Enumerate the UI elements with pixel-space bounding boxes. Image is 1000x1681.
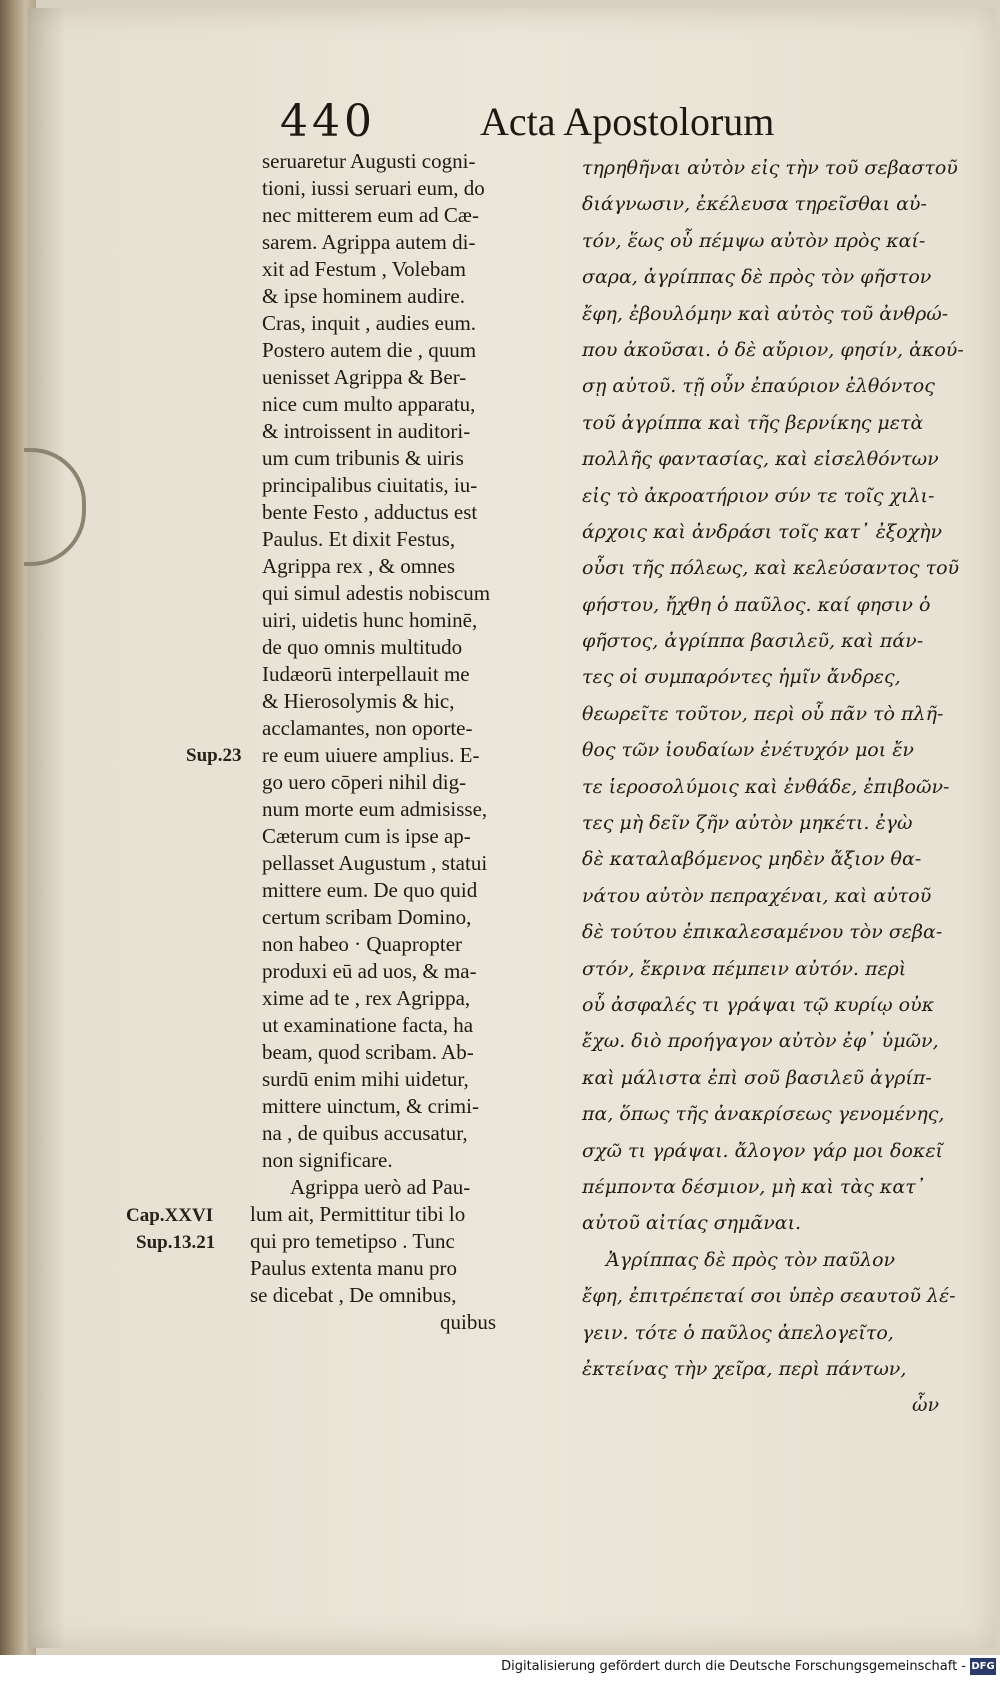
greek-text-line: Ἀγρίππας δὲ πρὸς τὸν παῦλον xyxy=(606,1248,896,1271)
greek-text-line: θος τῶν ἰουδαίων ἐνέτυχόν μοι ἔν xyxy=(582,739,914,762)
latin-text-line: lum ait, Permittitur tibi lo xyxy=(250,1202,466,1226)
latin-text-line: Cæterum cum is ipse ap- xyxy=(262,824,471,848)
greek-text-line: φήστου, ἤχθη ὁ παῦλος. καί φησιν ὁ xyxy=(582,593,931,616)
greek-text-line: φῆστος, ἀγρίππα βασιλεῦ, καὶ πάν- xyxy=(582,630,924,653)
page-number: 440 xyxy=(280,96,376,147)
greek-text-line: πέμποντα δέσμιον, μὴ καὶ τὰς κατ᾽ xyxy=(582,1175,926,1198)
greek-text-line: αὐτοῦ αἰτίας σημᾶναι. xyxy=(582,1212,802,1235)
latin-text-line: certum scribam Domino, xyxy=(262,905,472,929)
greek-text-line: ἔχω. διὸ προήγαγον αὐτὸν ἐφ᾽ ὑμῶν, xyxy=(582,1030,939,1053)
latin-text-line: & ipse hominem audire. xyxy=(262,284,465,308)
greek-text-line: διάγνωσιν, ἐκέλευσα τηρεῖσθαι αὐ- xyxy=(582,193,927,216)
latin-text-line: pellasset Augustum , statui xyxy=(262,851,488,875)
latin-text-line: surdū enim mihi uidetur, xyxy=(262,1067,469,1091)
latin-text-line: na , de quibus accusatur, xyxy=(262,1121,468,1145)
greek-text-line: καὶ μάλιστα ἐπὶ σοῦ βασιλεῦ ἀγρίπ- xyxy=(582,1066,932,1089)
footer-bar xyxy=(0,1655,1000,1681)
greek-text-line: ἐκτείνας τὴν χεῖρα, περὶ πάντων, xyxy=(582,1357,907,1380)
latin-text-line: seruaretur Augusti cogni- xyxy=(262,149,476,173)
latin-text-line: sarem. Agrippa autem di- xyxy=(262,230,476,254)
latin-text-line: ut examinatione facta, ha xyxy=(262,1013,474,1037)
latin-text-line: nec mitterem eum ad Cæ- xyxy=(262,203,479,227)
greek-text-line: τόν, ἕως οὗ πέμψω αὐτὸν πρὸς καί- xyxy=(582,229,926,252)
latin-text-line: re eum uiuere amplius. E- xyxy=(262,743,480,767)
greek-text-line: άρχοις καὶ ἀνδράσι τοῖς κατ᾽ ἐξοχὴν xyxy=(582,520,943,543)
greek-text-line: νάτου αὐτὸν πεπραχέναι, καὶ αὐτοῦ xyxy=(582,884,932,907)
greek-text-line: τες οἱ συμπαρόντες ἡμῖν ἄνδρες, xyxy=(582,666,901,689)
footer-credit: Digitalisierung gefördert durch die Deutsche Forschungsgemeinschaft - xyxy=(501,1659,966,1674)
latin-text-line: Agrippa uerò ad Pau- xyxy=(290,1175,471,1199)
latin-text-line: non habeo · Quapropter xyxy=(262,932,463,956)
latin-text-line: quibus xyxy=(440,1310,497,1334)
latin-text-line: de quo omnis multitudo xyxy=(262,635,463,659)
greek-text-line: ἔφη, ἐβουλόμην καὶ αὐτὸς τοῦ ἀνθρώ- xyxy=(582,302,949,325)
greek-text-line: τηρηθῆναι αὐτὸν εἰς τὴν τοῦ σεβαστοῦ xyxy=(582,157,958,179)
greek-text-line: δὲ καταλαβόμενος μηδὲν ἄξιον θα- xyxy=(582,848,922,871)
margin-note-cap: Cap.XXVI xyxy=(126,1205,214,1226)
latin-text-line: Postero autem die , quum xyxy=(262,338,477,362)
latin-text-line: tioni, iussi seruari eum, do xyxy=(262,176,485,200)
latin-text-line: acclamantes, non oporte- xyxy=(262,716,473,740)
margin-note-sup23: Sup.23 xyxy=(186,745,242,766)
latin-text-line: mittere uinctum, & crimi- xyxy=(262,1094,479,1118)
running-title: Acta Apostolorum xyxy=(480,99,775,144)
latin-text-line: produxi eū ad uos, & ma- xyxy=(262,959,477,983)
latin-text-line: nice cum multo apparatu, xyxy=(262,392,476,416)
greek-text-line: σαρα, ἀγρίππας δὲ πρὸς τὸν φῆστον xyxy=(582,266,932,289)
latin-text-line: qui pro temetipso . Tunc xyxy=(250,1229,455,1253)
latin-column xyxy=(250,148,562,1336)
latin-text-line: um cum tribunis & uiris xyxy=(262,446,464,470)
latin-text-line: & Hierosolymis & hic, xyxy=(262,689,455,713)
latin-text-line: go uero cōperi nihil dig- xyxy=(262,770,467,794)
latin-text-line: bente Festo , adductus est xyxy=(262,500,478,524)
latin-text-line: Cras, inquit , audies eum. xyxy=(262,311,477,335)
greek-text-line: ὧν xyxy=(912,1394,940,1417)
greek-text-line: θεωρεῖτε τοῦτον, περὶ οὗ πᾶν τὸ πλῆ- xyxy=(582,702,944,725)
greek-text-line: πα, ὅπως τῆς ἀνακρίσεως γενομένης, xyxy=(582,1103,945,1126)
latin-text-line: mittere eum. De quo quid xyxy=(262,878,478,902)
greek-text-line: τες μὴ δεῖν ζῆν αὐτὸν μηκέτι. ἐγὼ xyxy=(582,812,913,835)
greek-text-line: στόν, ἔκρινα πέμπειν αὐτόν. περὶ xyxy=(582,957,907,980)
clasp-ring xyxy=(24,448,86,566)
latin-text-line: Paulus. Et dixit Festus, xyxy=(262,527,456,551)
latin-text-line: uiri, uidetis hunc hominē, xyxy=(262,608,478,632)
margin-note-sup1321: Sup.13.21 xyxy=(136,1232,216,1253)
greek-text-line: πολλῆς φαντασίας, καὶ εἰσελθόντων xyxy=(582,448,939,471)
greek-text-line: γειν. τότε ὁ παῦλος ἀπελογεῖτο, xyxy=(582,1321,894,1344)
latin-text-line: se dicebat , De omnibus, xyxy=(250,1283,457,1307)
latin-text-line: qui simul adestis nobiscum xyxy=(262,581,491,605)
latin-text-line: beam, quod scribam. Ab- xyxy=(262,1040,474,1064)
greek-text-line: εἰς τὸ ἀκροατήριον σύν τε τοῖς χιλι- xyxy=(582,484,935,507)
latin-text-line: & introissent in auditori- xyxy=(262,419,471,443)
greek-text-line: δὲ τούτου ἐπικαλεσαμένου τὸν σεβα- xyxy=(582,921,943,944)
greek-text-line: σῃ αὐτοῦ. τῇ οὖν ἐπαύριον ἐλθόντος xyxy=(582,375,935,398)
dfg-logo: DFG xyxy=(970,1658,996,1675)
greek-text-line: τε ἱεροσολύμοις καὶ ἐνθάδε, ἐπιβοῶν- xyxy=(582,775,950,798)
latin-text-line: non significare. xyxy=(262,1148,393,1172)
greek-text-line: ἔφη, ἐπιτρέπεταί σοι ὑπὲρ σεαυτοῦ λέ- xyxy=(582,1285,956,1308)
greek-column xyxy=(582,150,972,1424)
latin-text-line: Paulus extenta manu pro xyxy=(250,1256,458,1280)
latin-text-line: Agrippa rex , & omnes xyxy=(262,554,456,578)
greek-text-line: τοῦ ἀγρίππα καὶ τῆς βερνίκης μετὰ xyxy=(582,411,924,434)
latin-text-line: Iudæorū interpellauit me xyxy=(262,662,470,686)
greek-text-line: που ἀκοῦσαι. ὁ δὲ αὔριον, φησίν, ἀκού- xyxy=(582,338,964,361)
latin-text-line: uenisset Agrippa & Ber- xyxy=(262,365,467,389)
latin-text-line: xime ad te , rex Agrippa, xyxy=(262,986,471,1010)
latin-text-line: principalibus ciuitatis, iu- xyxy=(262,473,478,497)
greek-text-line: σχῶ τι γράψαι. ἄλογον γάρ μοι δοκεῖ xyxy=(582,1139,943,1162)
greek-text-line: οὗ ἀσφαλές τι γράψαι τῷ κυρίῳ οὐκ xyxy=(582,993,935,1016)
latin-text-line: num morte eum admisisse, xyxy=(262,797,488,821)
latin-text-line: xit ad Festum , Volebam xyxy=(262,257,466,281)
greek-text-line: οὖσι τῆς πόλεως, καὶ κελεύσαντος τοῦ xyxy=(582,557,960,580)
